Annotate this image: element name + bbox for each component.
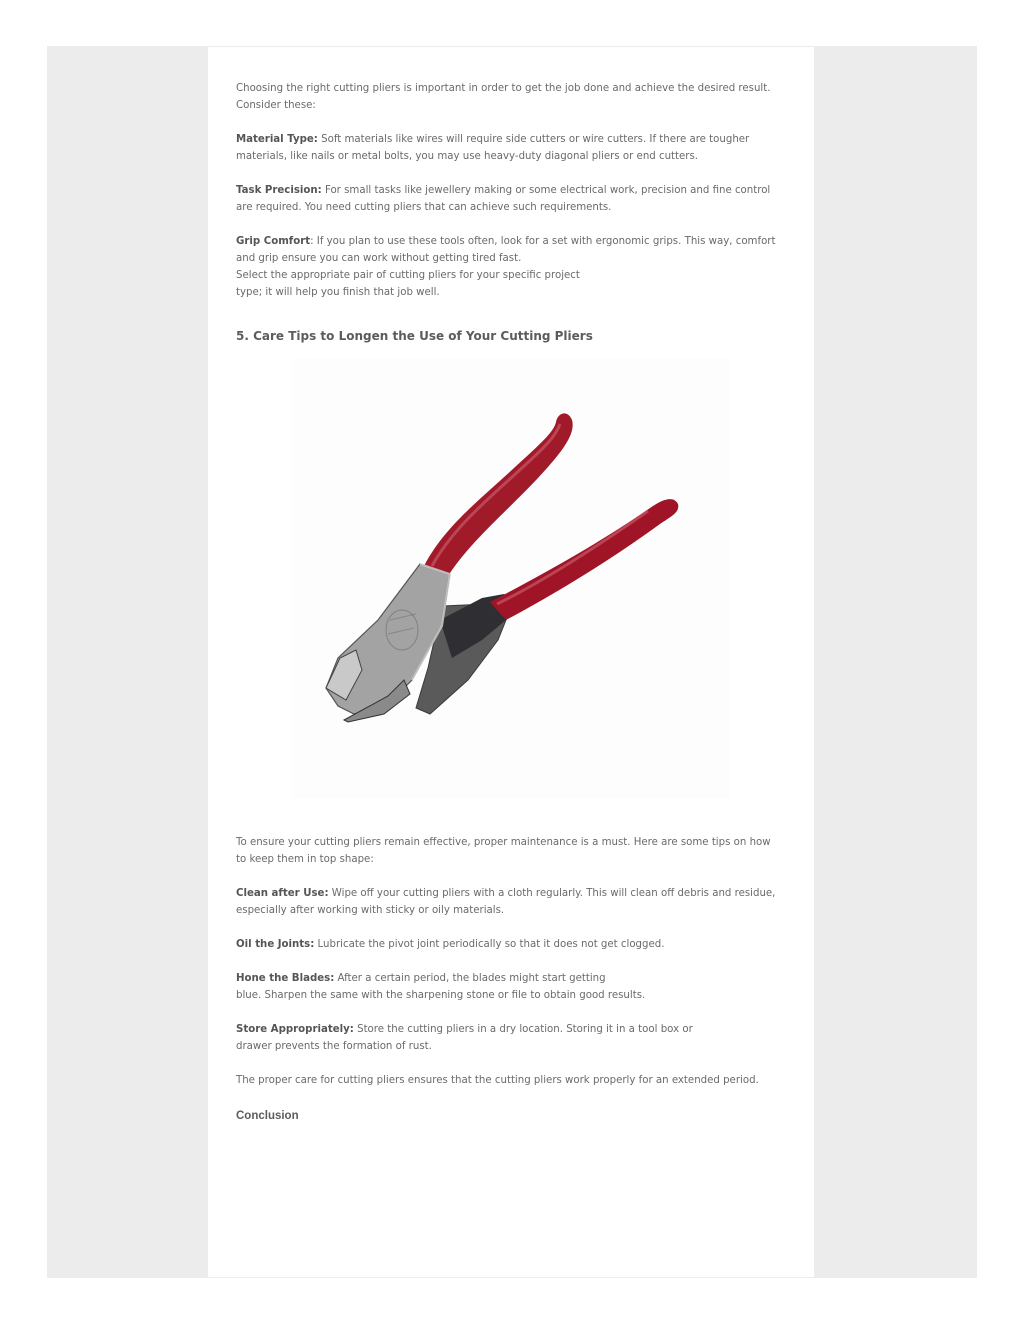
care-tip-hone [236,970,784,1004]
tip-label: Hone the Blades: [236,973,335,984]
tip-label: Store Appropriately: [236,1024,354,1035]
conclusion-heading: Conclusion [236,1110,299,1122]
tip-material-type [236,131,784,165]
tip-label: Oil the Joints: [236,939,315,950]
tip-text: Lubricate the pivot joint periodically so that it does not get clogged. [314,939,665,950]
tip-label: Task Precision: [236,185,322,196]
care-tip-clean [236,885,784,919]
tip-text: : If you plan to use these tools often, look for a set with ergonomic grips. This way, comfort and grip ensure you can work without getting tired fast. Select the appropriate pair of cutting pliers for your specific project type; it will help you finish that job well. [236,236,776,298]
tip-text: Soft materials like wires will require side cutters or wire cutters. If there are tougher materials, like nails or metal bolts, you may use heavy-duty diagonal pliers or end cutters. [236,134,750,162]
document-page [208,47,814,1277]
care-tip-store [236,1021,784,1055]
care-intro-paragraph: To ensure your cutting pliers remain effective, proper maintenance is a must. Here are some tips on how to keep them in top shape: [236,837,771,865]
section-heading-care-tips: 5. Care Tips to Longen the Use of Your Cutting Pliers [236,329,593,343]
tip-grip-comfort [236,233,784,301]
tip-label: Grip Comfort [236,236,311,247]
tip-label: Clean after Use: [236,888,329,899]
tip-text: Wipe off your cutting pliers with a cloth regularly. This will clean off debris and residue, especially after working with sticky or oily materials. [236,888,776,916]
care-outro-paragraph: The proper care for cutting pliers ensures that the cutting pliers work properly for an extended period. [236,1075,759,1086]
care-tip-oil [236,936,784,953]
pliers-lower-handle [490,499,678,620]
tip-text: Store the cutting pliers in a dry location. Storing it in a tool box or drawer prevents the formation of rust. [236,1024,693,1052]
tip-task-precision [236,182,784,216]
article-body [236,80,784,1125]
pliers-upper-handle [422,413,573,576]
pliers-image [292,358,730,798]
tip-label: Material Type: [236,134,318,145]
tip-text: After a certain period, the blades might start getting blue. Sharpen the same with the sharpening stone or file to obtain good results. [236,973,646,1001]
tip-text: For small tasks like jewellery making or some electrical work, precision and fine control are required. You need cutting pliers that can achieve such requirements. [236,185,771,213]
intro-paragraph: Choosing the right cutting pliers is important in order to get the job done and achieve the desired result. Consider these: [236,83,771,111]
